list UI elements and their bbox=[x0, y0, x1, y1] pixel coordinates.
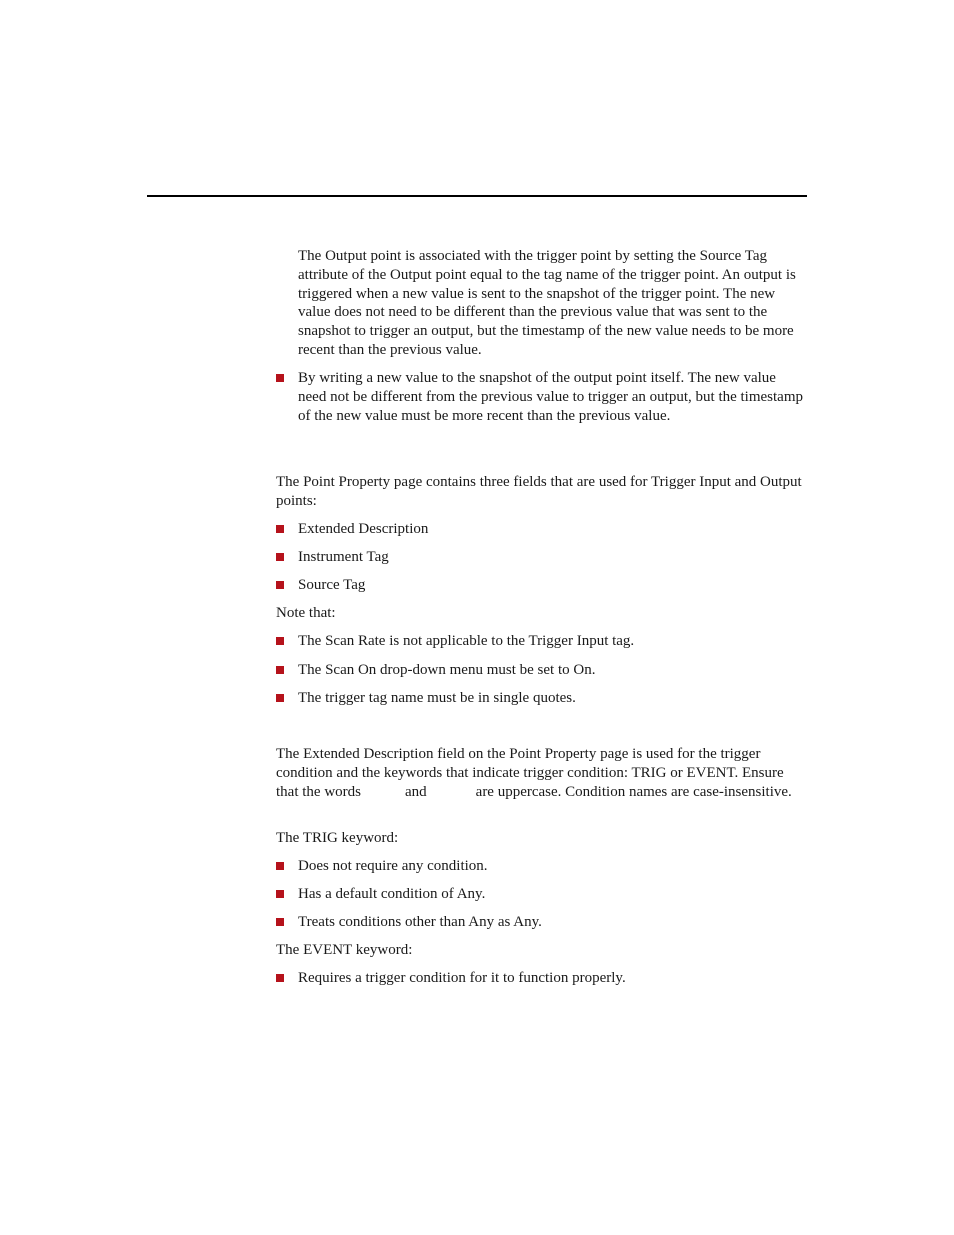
extdesc-text-part3: are uppercase. Condition names are case-insensitive. bbox=[475, 783, 792, 800]
intro-paragraph: The Output point is associated with the trigger point by setting the Source Tag attribute of the Output point equal to the tag name of the trigger point. An output is triggered when a new value is sent to the snapshot of the trigger point. The new value does not need to be different than the previous value that was sent to the snapshot to trigger an output, but the timestamp of the new value needs to be more recent than the previous value. bbox=[298, 248, 796, 358]
trig-item-text: Has a default condition of Any. bbox=[298, 886, 486, 902]
event-keyword-label: The EVENT keyword: bbox=[276, 942, 413, 958]
field-name: Source Tag bbox=[298, 577, 366, 593]
trig-item-text: Treats conditions other than Any as Any. bbox=[298, 914, 542, 930]
bullet-square-icon bbox=[276, 974, 284, 982]
trig-item-text: Does not require any condition. bbox=[298, 858, 488, 874]
extended-description-paragraph bbox=[276, 745, 806, 801]
bullet-square-icon bbox=[276, 553, 284, 561]
bullet-square-icon bbox=[276, 862, 284, 870]
header-rule bbox=[147, 195, 807, 197]
point-property-intro: The Point Property page contains three fields that are used for Trigger Input and Output points: bbox=[276, 474, 802, 509]
bullet-square-icon bbox=[276, 694, 284, 702]
bullet-square-icon bbox=[276, 637, 284, 645]
bullet-square-icon bbox=[276, 890, 284, 898]
field-name: Instrument Tag bbox=[298, 549, 389, 565]
note-text: The Scan On drop-down menu must be set to On. bbox=[298, 662, 596, 678]
extdesc-text-part1: The Extended Description field on the Point Property page is used for the trigger condition and the keywords that indicate trigger condition: TRIG or EVENT. Ensure that the words bbox=[276, 746, 784, 800]
note-label: Note that: bbox=[276, 605, 336, 621]
bullet-square-icon bbox=[276, 374, 284, 382]
trig-keyword-label: The TRIG keyword: bbox=[276, 830, 399, 846]
bullet-square-icon bbox=[276, 581, 284, 589]
note-text: The Scan Rate is not applicable to the Trigger Input tag. bbox=[298, 633, 635, 649]
event-item-text: Requires a trigger condition for it to function properly. bbox=[298, 970, 626, 986]
bullet-square-icon bbox=[276, 918, 284, 926]
extdesc-text-part2: and bbox=[404, 783, 427, 800]
bullet-text: By writing a new value to the snapshot of the output point itself. The new value need not be different from the previous value to trigger an output, but the timestamp of the new value must be more recent than the previous value. bbox=[298, 370, 804, 424]
field-name: Extended Description bbox=[298, 521, 429, 537]
bullet-square-icon bbox=[276, 666, 284, 674]
bullet-square-icon bbox=[276, 525, 284, 533]
note-text: The trigger tag name must be in single quotes. bbox=[298, 690, 576, 706]
